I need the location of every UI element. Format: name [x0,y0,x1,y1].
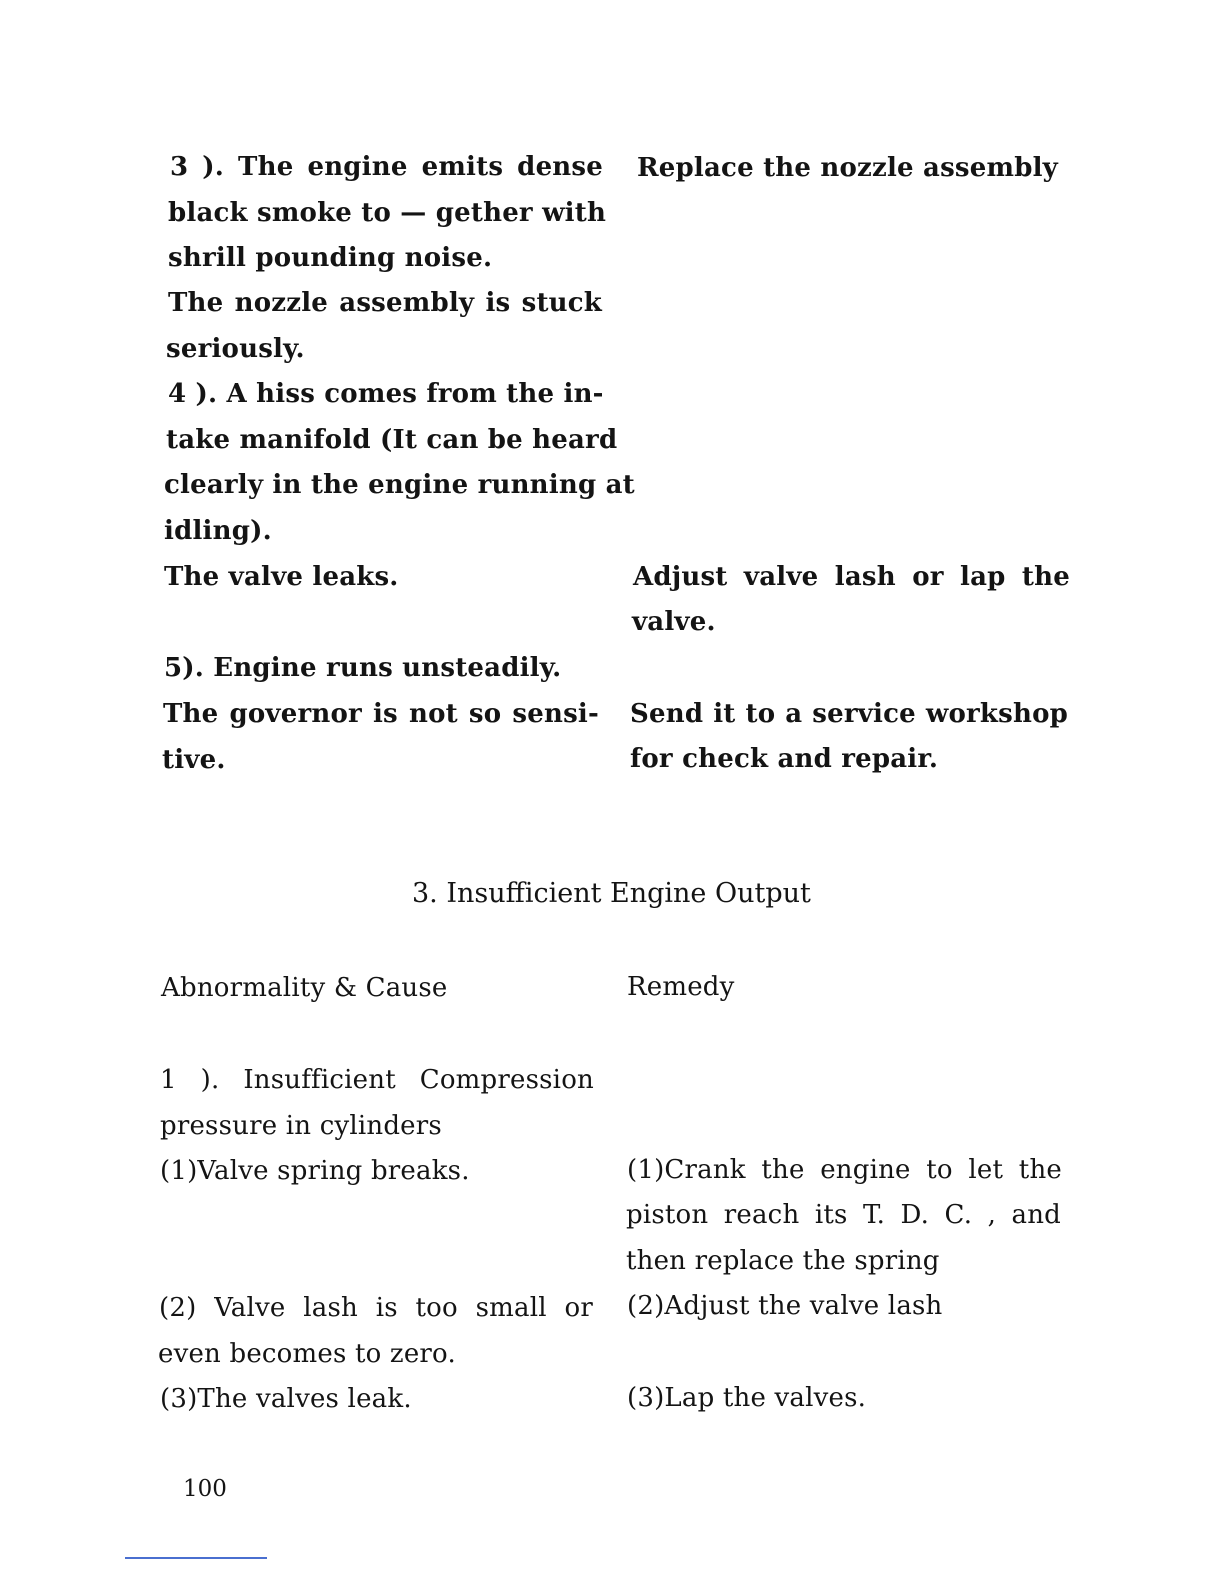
text-line: The nozzle assembly is stuck [168,288,602,318]
text-line: Send it to a service workshop [630,699,1068,729]
text-line: idling). [164,516,272,546]
text-line: Adjust valve lash or lap the [633,562,1070,592]
text-line: clearly in the engine running at [164,470,635,500]
text-line: for check and repair. [630,744,939,774]
text-line: black smoke to — gether with [168,198,607,228]
text-line: 3 ). The engine emits dense [170,152,603,182]
text-line: shrill pounding noise. [168,243,493,273]
footer-rule [125,1557,267,1559]
text-line: The governor is not so sensi- [163,699,599,729]
text-line: seriously. [166,334,305,364]
column-header-abnormality: Abnormality & Cause [161,973,448,1003]
text-line: The valve leaks. [164,562,399,592]
text-line: tive. [162,745,226,775]
text-line: take manifold (It can be heard [166,425,618,455]
text-line: (3)The valves leak. [160,1384,412,1414]
text-line: Replace the nozzle assembly [637,153,1058,183]
text-line: (1)Crank the engine to let the [627,1155,1062,1185]
text-line: valve. [632,607,716,637]
section-heading: 3. Insufficient Engine Output [412,878,811,909]
text-line: then replace the spring [626,1246,940,1276]
column-header-remedy: Remedy [627,972,735,1002]
text-line: even becomes to zero. [158,1339,456,1369]
text-line: pressure in cylinders [160,1111,442,1141]
text-line: (1)Valve spring breaks. [160,1156,470,1186]
text-line: 5). Engine runs unsteadily. [164,653,562,683]
text-line: piston reach its T. D. C. , and [626,1200,1061,1230]
text-line: (2)Adjust the valve lash [627,1291,943,1321]
text-line: (2) Valve lash is too small or [159,1293,593,1323]
page-number: 100 [183,1476,227,1502]
text-line: 1 ). Insufficient Compression [160,1065,594,1095]
text-line: (3)Lap the valves. [627,1383,867,1413]
text-line: 4 ). A hiss comes from the in- [168,379,604,409]
